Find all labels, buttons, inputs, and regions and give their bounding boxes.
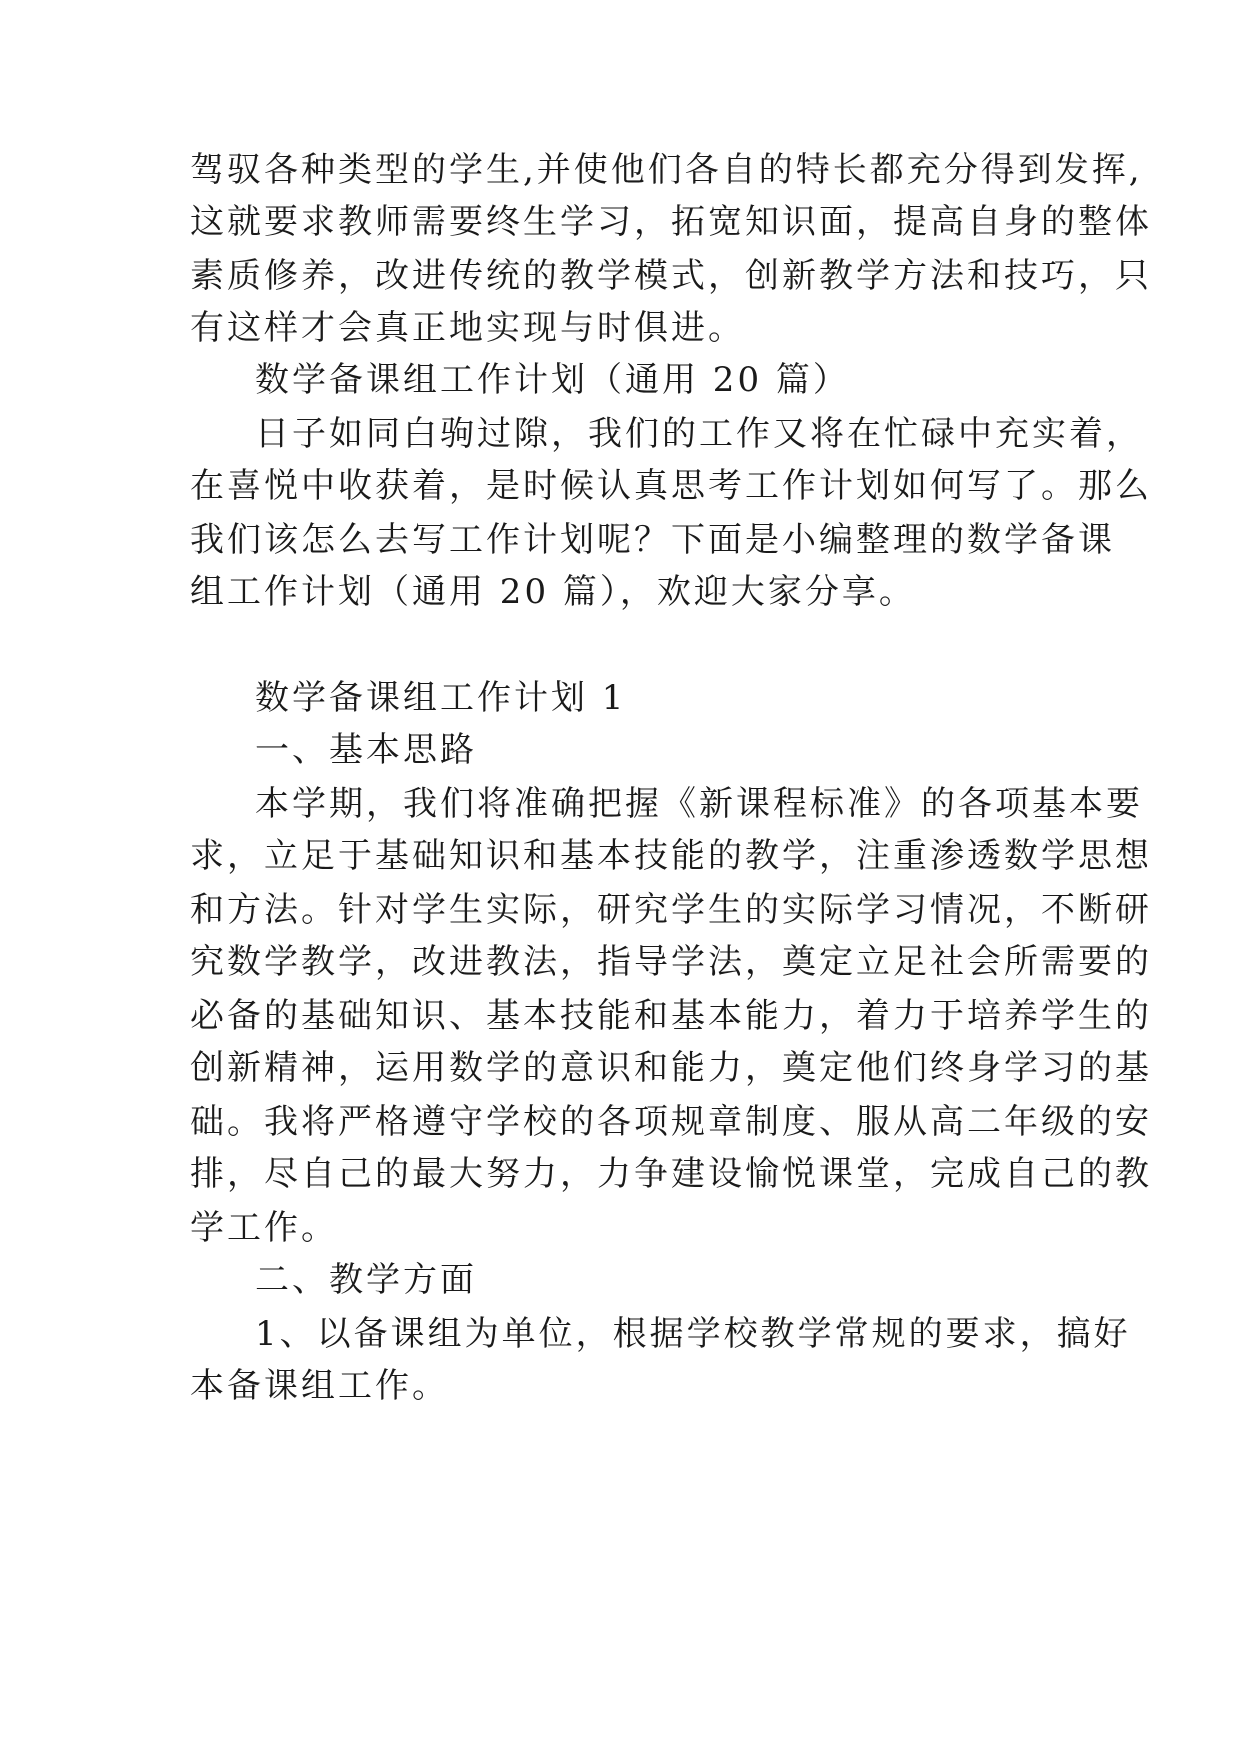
text-line: 我们该怎么去写工作计划呢？下面是小编整理的数学备课 [190, 520, 1115, 560]
text-line: 在喜悦中收获着，是时候认真思考工作计划如何写了。那么 [190, 466, 1152, 506]
text-line: 这就要求教师需要终生学习，拓宽知识面，提高自身的整体 [190, 202, 1152, 242]
text-line: 学工作。 [190, 1208, 338, 1248]
text-line: 组工作计划（通用 20 篇），欢迎大家分享。 [190, 572, 916, 612]
text-line: 日子如同白驹过隙，我们的工作又将在忙碌中充实着， [255, 414, 1143, 454]
text-line: 创新精神，运用数学的意识和能力，奠定他们终身学习的基 [190, 1048, 1152, 1088]
section-title: 数学备课组工作计划（通用 20 篇） [255, 360, 850, 400]
section-heading: 二、教学方面 [255, 1260, 477, 1300]
text-line: 必备的基础知识、基本技能和基本能力，着力于培养学生的 [190, 996, 1152, 1036]
text-line: 排，尽自己的最大努力，力争建设愉悦课堂，完成自己的教 [190, 1154, 1152, 1194]
text-line: 和方法。针对学生实际，研究学生的实际学习情况，不断研 [190, 890, 1152, 930]
section-heading: 一、基本思路 [255, 730, 477, 770]
text-line: 素质修养，改进传统的教学模式，创新教学方法和技巧，只 [190, 256, 1152, 296]
text-line: 究数学教学，改进教法，指导学法，奠定立足社会所需要的 [190, 942, 1152, 982]
text-line: 驾驭各种类型的学生,并使他们各自的特长都充分得到发挥, [190, 150, 1143, 190]
section-title: 数学备课组工作计划 1 [255, 678, 627, 718]
text-line: 有这样才会真正地实现与时俱进。 [190, 308, 745, 348]
text-line: 础。我将严格遵守学校的各项规章制度、服从高二年级的安 [190, 1102, 1152, 1142]
text-line: 本学期，我们将准确把握《新课程标准》的各项基本要 [255, 784, 1143, 824]
text-line: 1、以备课组为单位，根据学校教学常规的要求，搞好 [255, 1314, 1131, 1354]
text-line: 求，立足于基础知识和基本技能的教学，注重渗透数学思想 [190, 836, 1152, 876]
text-line: 本备课组工作。 [190, 1366, 449, 1406]
